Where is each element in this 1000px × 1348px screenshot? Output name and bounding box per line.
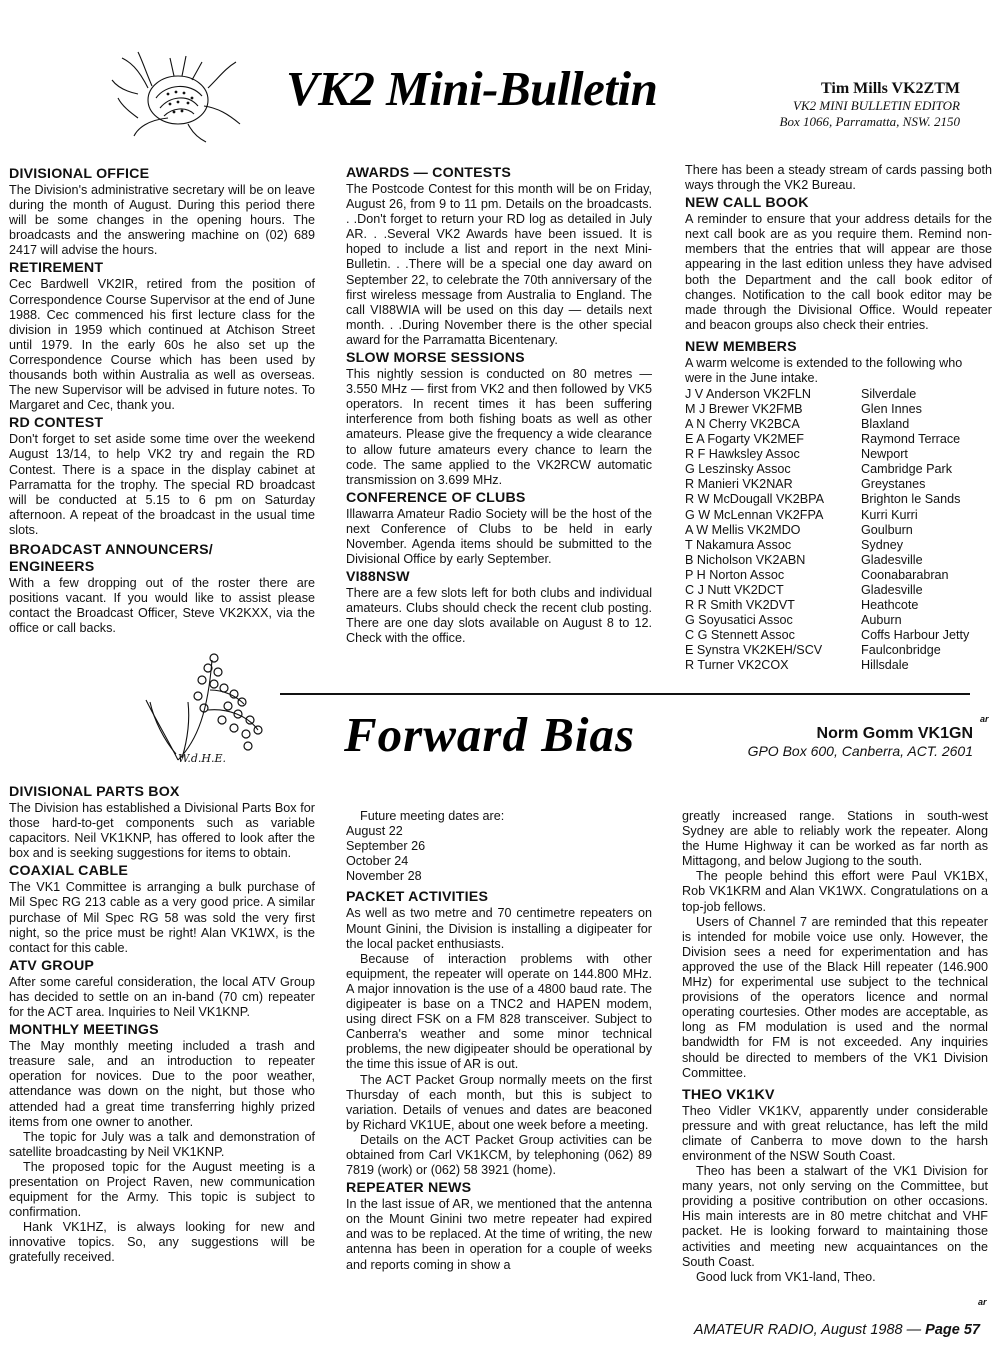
- heading-theo-vk1kv: THEO VK1KV: [682, 1086, 775, 1103]
- member-location: Gladesville: [861, 582, 923, 597]
- member-name: B Nicholson VK2ABN: [685, 552, 806, 567]
- member-location: Newport: [861, 447, 908, 462]
- text-packet-3: The ACT Packet Group normally meets on the first Thursday of each month, but this is subject to variation. Details of venues and dates are beaconed by Richard VK1UE, about one week before a meeting.: [346, 1072, 652, 1132]
- vk2-column-1: [9, 164, 315, 636]
- text-repeater-cont: greatly increased range. Stations in south-west Sydney are able to reliably work the repeater. Along the Hume Highway it can be worked as far north as Mittagong, and below Jugiong to the south.: [682, 809, 988, 869]
- text-slow-morse: This nightly session is conducted on 80 metres — 3.550 MHz — first from VK2 and then followed by VK5 operators. In recent times it has been suffering interference from both fishing boats as well as other amateurs. Please give the frequency a wide clearance to allow future amateurs every chance to learn the code. The same applied to the VK2RCW automatic transmission on 3.699 MHz.: [346, 367, 652, 487]
- text-retirement: Cec Bardwell VK2IR, retired from the position of Correspondence Course Supervisor at the end of June 1988. Cec commenced his first lecture class for the division in 1959 which continued at Atchison Street until 1979. In the early 60s he also set up the Correspondence Course which has been used by thousands both within Australia as well as overseas. The new Supervisor will be advised in future notes. To Margaret and Cec, thank you.: [9, 277, 315, 413]
- vk2-column-2: [346, 163, 652, 647]
- waratah-flower-illustration: [108, 48, 248, 144]
- member-name: R R Smith VK2DVT: [685, 597, 795, 612]
- footer-magazine-name: AMATEUR RADIO: [693, 1322, 814, 1338]
- member-name: G W McLennan VK2FPA: [685, 507, 824, 522]
- footer-page-number: Page 57: [925, 1322, 980, 1338]
- text-broadcast-announcers: With a few dropping out of the roster there are positions vacant. If you would like to assist please contact the Broadcast Officer, Steve VK2KXX, via the office or call backs.: [9, 575, 315, 636]
- text-people-behind: The people behind this effort were Paul VK1BX, Rob VK1KRM and Alan VK1WX. Congratulations on a top-job fellows.: [682, 869, 988, 914]
- member-location: Raymond Terrace: [861, 432, 961, 447]
- member-location: Cambridge Park: [861, 462, 952, 477]
- vk2-column-3: [685, 163, 992, 673]
- editor-role: VK2 MINI BULLETIN EDITOR: [793, 98, 960, 113]
- member-name: P H Norton Assoc: [685, 567, 785, 582]
- text-packet-4: Details on the ACT Packet Group activities can be obtained from Carl VK1KCM, by telephoning (062) 89 7819 (work) or (062) 58 3921 (home).: [346, 1132, 652, 1178]
- heading-retirement: RETIREMENT: [9, 260, 104, 277]
- text-channel-7: Users of Channel 7 are reminded that this repeater is intended for mobile voice use only. However, the Division sees a need for experimentation and has approved the use of the Black Hill repeater (146.900 MHz) for experimental use subject to the technical provisions of the operators licence and normal operating courtesies. Other modes are acceptable, as long as FM modulation is used and the normal bandwidth for FM is not exceeded. Any inquiries should be directed to members of the VK1 Division Committee.: [682, 914, 988, 1080]
- vk2-editor-block: [780, 80, 960, 130]
- member-location: Greystanes: [861, 477, 926, 492]
- member-name: G Leszinsky Assoc: [685, 462, 791, 477]
- heading-broadcast-line-1: BROADCAST ANNOUNCERS/: [9, 541, 213, 558]
- member-name: E A Fogarty VK2MEF: [685, 432, 804, 447]
- footer-issue: , August 1988 —: [813, 1322, 926, 1338]
- heading-new-members: NEW MEMBERS: [685, 338, 797, 355]
- member-name: G Soyusatici Assoc: [685, 612, 793, 627]
- meeting-dates-list: [346, 824, 652, 884]
- member-name: R Manieri VK2NAR: [685, 477, 793, 492]
- text-theo-2: Theo has been a stalwart of the VK1 Division for many years, not only serving on the Committee, but providing a positive contribution on other occasions. His main interests are in 80 metre chitchat and VHF packet. He is looking forward to maintaining those activities and meeting new acquaintances on the South Coast.: [682, 1164, 988, 1269]
- heading-coaxial-cable: COAXIAL CABLE: [9, 863, 128, 880]
- text-future-dates: Future meeting dates are:: [360, 809, 505, 823]
- text-meetings-4: Hank VK1HZ, is always looking for new and innovative topics. So, any suggestions will be gratefully received.: [9, 1220, 315, 1265]
- forward-bias-title: Forward Bias: [344, 707, 636, 762]
- member-location: Glen Innes: [861, 402, 922, 417]
- member-name: R Turner VK2COX: [685, 657, 789, 672]
- heading-vi88nsw: VI88NSW: [346, 569, 410, 586]
- vk2-mini-bulletin-title: VK2 Mini-Bulletin: [286, 61, 658, 116]
- member-location: Coonabarabran: [861, 567, 949, 582]
- fb-column-2: [346, 809, 652, 1273]
- text-packet-2: Because of interaction problems with other equipment, the repeater will operate on 144.800 MHz. A major innovation is the use of a 4800 baud rate. The digipeater is base on a TNC2 and HAPEN modem, using direct FSK on a FM 828 transceiver. Subject to Canberra's weather and some minor technical problems, the new digipeater should be operational by the time this issue of AR is out.: [346, 951, 652, 1072]
- member-name: C J Nutt VK2DCT: [685, 582, 784, 597]
- text-new-call-book: A reminder to ensure that your address details for the next call book are as you require them. Remind non-members that the entries that will appear are those appearing in the last edition unless they have advised both the Department and the call book editor of changes. Notification to the call book editor may be made through the Divisional Office. Would repeater and beacon groups also check their entries.: [685, 212, 992, 332]
- heading-parts-box: DIVISIONAL PARTS BOX: [9, 784, 180, 800]
- text-meetings-1: The May monthly meeting included a trash and treasure sale, and an introduction to repeater operation for novices. Due to the poor weather, attendance was down on the night, but those who attended had a great time transferring highly prized items from one owner to another.: [9, 1039, 315, 1129]
- member-name: R W McDougall VK2BPA: [685, 492, 825, 507]
- member-location: Faulconbridge: [861, 642, 941, 657]
- text-conference-of-clubs: Illawarra Amateur Radio Society will be the host of the next Conference of Clubs to be held in early November. Agenda items should be submitted to the Divisional Office by early September.: [346, 506, 652, 567]
- heading-atv-group: ATV GROUP: [9, 957, 95, 974]
- text-parts-box: The Division has established a Divisional Parts Box for those hard-to-get components such as variable capacitors. Neil VK1KNP, has offered to look after the box and is seeking suggestions for items to obtain.: [9, 801, 315, 861]
- heading-divisional-office: DIVISIONAL OFFICE: [9, 166, 150, 182]
- fb-column-3: [682, 809, 988, 1285]
- heading-rd-contest: RD CONTEST: [9, 415, 104, 432]
- heading-repeater-news: REPEATER NEWS: [346, 1180, 472, 1197]
- heading-broadcast-announcers: [9, 542, 315, 576]
- new-members-list: [685, 387, 992, 673]
- end-of-article-mark-2: ar: [978, 1297, 987, 1307]
- member-name: R F Hawksley Assoc: [685, 447, 800, 462]
- section-divider-rule: [280, 693, 970, 695]
- heading-awards-contests: AWARDS — CONTESTS: [346, 165, 511, 181]
- meeting-date: November 28: [346, 869, 422, 884]
- member-location: Heathcote: [861, 597, 919, 612]
- text-divisional-office: The Division's administrative secretary will be on leave during the month of August. During this period there will be some changes in the opening hours. The broadcasts and the answering machine on (02) 689 2417 will advise the hours.: [9, 183, 315, 258]
- text-new-members: A warm welcome is extended to the following who were in the June intake.: [685, 355, 963, 386]
- text-theo-1: Theo Vidler VK1KV, apparently under considerable pressure and with great reluctance, has left the mild climate of Canberra to move down to the harsh environment of the NSW South Coast.: [682, 1103, 988, 1163]
- text-bureau-cards: There has been a steady stream of cards passing both ways through the VK2 Bureau.: [685, 163, 992, 193]
- forward-bias-editor-block: [748, 724, 973, 760]
- member-name: M J Brewer VK2FMB: [685, 402, 803, 417]
- member-location: Gladesville: [861, 552, 923, 567]
- member-location: Coffs Harbour Jetty: [861, 627, 970, 642]
- heading-broadcast-line-2: ENGINEERS: [9, 558, 95, 575]
- fb-editor-name: Norm Gomm VK1GN: [816, 725, 973, 742]
- heading-conference-of-clubs: CONFERENCE OF CLUBS: [346, 489, 526, 506]
- member-location: Hillsdale: [861, 657, 909, 672]
- member-location: Auburn: [861, 612, 902, 627]
- text-rd-contest: Don't forget to set aside some time over the weekend August 13/14, to help VK2 try and regain the RD Contest. There is a space in the display cabinet at Parramatta for the trophy. The special RD broadcast will be conducted at 5.15 to 6 pm on Saturday afternoon. A repeat of the broadcast in the usual time slots.: [9, 432, 315, 537]
- text-awards-contests: The Postcode Contest for this month will be on Friday, August 26, from 9 to 11 pm. Details on the broadcasts. . .Don't forget to return your RD log as detailed in July AR. . .Several VK2 Awards have been issued. It is hoped to include a list and report in the next Mini-Bulletin. . .There will be a special one day award on September 22, to celebrate the 70th anniversary of the first wireless message from Australia to England. The call VI88WIA will be used on this day — details next month. . .During November there is the other special award for the Parramatta Bicentenary.: [346, 182, 652, 347]
- member-location: Brighton le Sands: [861, 492, 961, 507]
- member-location: Goulburn: [861, 522, 913, 537]
- heading-monthly-meetings: MONTHLY MEETINGS: [9, 1022, 159, 1039]
- text-theo-3: Good luck from VK1-land, Theo.: [696, 1269, 876, 1284]
- text-atv-group: After some careful consideration, the local ATV Group has decided to settle on an in-band (70 cm) repeater for the ACT area. Inquiries to Neil VK1KNP.: [9, 974, 315, 1020]
- text-repeater-news: In the last issue of AR, we mentioned that the antenna on the Mount Ginini two metre repeater had expired and was to be replaced. At the time of writing, the new antenna has been in operation for a couple of weeks and reports coming in show a: [346, 1197, 652, 1272]
- member-location: Sydney: [861, 537, 904, 552]
- editor-address: Box 1066, Parramatta, NSW. 2150: [779, 114, 960, 129]
- heading-slow-morse: SLOW MORSE SESSIONS: [346, 350, 525, 367]
- fb-column-1: [9, 782, 315, 1266]
- heading-packet-activities: PACKET ACTIVITIES: [346, 889, 489, 906]
- member-location: Silverdale: [861, 387, 917, 402]
- text-coaxial-cable: The VK1 Committee is arranging a bulk purchase of Mil Spec RG 213 cable as a very good price. A similar purchase of Mil Spec RG 58 was sold the very first night, so the price must be right! Alan VK1WX, is the contact for this cable.: [9, 880, 315, 955]
- text-meetings-3: The proposed topic for the August meeting is a presentation on Project Raven, new communication equipment for the Army. This topic is subject to confirmation.: [9, 1159, 315, 1220]
- end-of-article-mark: ar: [980, 714, 989, 724]
- text-meetings-2: The topic for July was a talk and demonstration of satellite broadcasting by Neil VK1KNP.: [9, 1129, 315, 1159]
- member-location: Blaxland: [861, 417, 910, 432]
- meeting-date: October 24: [346, 854, 409, 869]
- member-name: T Nakamura Assoc: [685, 537, 792, 552]
- meeting-date: September 26: [346, 839, 426, 854]
- member-name: A W Mellis VK2MDO: [685, 522, 801, 537]
- text-vi88nsw: There are a few slots left for both clubs and individual amateurs. Clubs should check the recent club posting. There are one day slots available on August 8 to 12. Check with the office.: [346, 586, 652, 646]
- fb-editor-address: GPO Box 600, Canberra, ACT. 2601: [747, 743, 973, 759]
- artist-signature: W.d.H.E.: [178, 752, 227, 765]
- member-location: Kurri Kurri: [861, 507, 918, 522]
- page-footer: [694, 1322, 980, 1338]
- member-name: C G Stennett Assoc: [685, 627, 795, 642]
- member-name: A N Cherry VK2BCA: [685, 417, 800, 432]
- member-name: J V Anderson VK2FLN: [685, 387, 812, 402]
- editor-name: Tim Mills VK2ZTM: [821, 80, 960, 97]
- member-name: E Synstra VK2KEH/SCV: [685, 642, 823, 657]
- heading-new-call-book: NEW CALL BOOK: [685, 195, 809, 212]
- text-packet-1: As well as two metre and 70 centimetre repeaters on Mount Ginini, the Division is installing a digipeater for the local packet enthusiasts.: [346, 906, 652, 951]
- meeting-date: August 22: [346, 824, 403, 839]
